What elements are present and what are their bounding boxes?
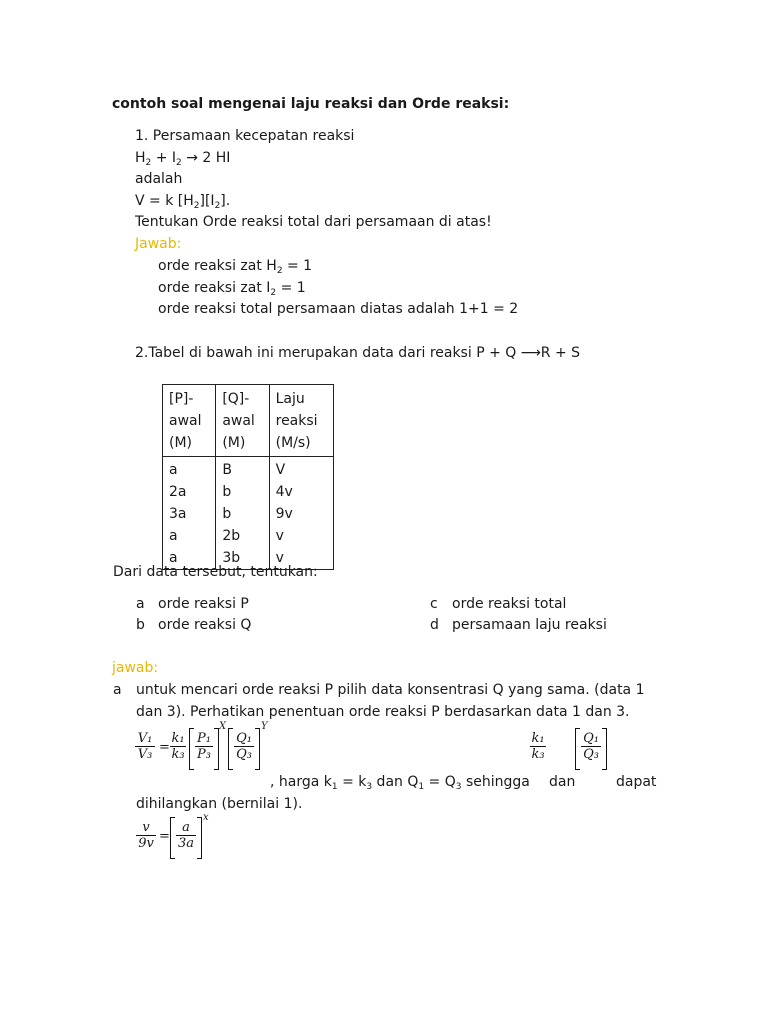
frac-rhs: $\frac{a}{3a}$	[177, 820, 195, 851]
q2-prompt: Dari data tersebut, tentukan:	[113, 564, 318, 580]
bracket-left-p	[189, 728, 194, 770]
q1-reaction: $H_2 + I_2 \to 2$ HI	[135, 150, 231, 168]
option-letter-d: d	[430, 617, 439, 633]
bracket-right-q	[255, 728, 260, 770]
option-text-d: persamaan laju reaksi	[452, 617, 607, 633]
answer-a-line-1: untuk mencari orde reaksi P pilih data konsentrasi Q yang sama. (data 1	[136, 682, 645, 698]
bracket-left-q	[228, 728, 233, 770]
q1-answer-3: orde reaksi total persamaan diatas adalah 1+1 = 2	[158, 301, 519, 317]
frac-q: $\frac{\text{Q₁}}{\text{Q₃}}$	[234, 731, 254, 762]
q1-question: Tentukan Orde reaksi total dari persamaan di atas!	[135, 214, 492, 230]
q1-heading: 1. Persamaan kecepatan reaksi	[135, 128, 355, 144]
answer-a-line-3: , harga $k_1 = k_3$ dan $Q_1 = Q_3$ sehingga	[270, 774, 530, 792]
page-title: contoh soal mengenai laju reaksi dan Orde reaksi:	[112, 96, 510, 112]
frac-q-cancel: $\frac{\text{Q₁}}{\text{Q₃}}$	[581, 731, 601, 762]
q2-jawab-label: jawab:	[112, 660, 159, 676]
table-body	[163, 457, 334, 570]
q1-answer-1: orde reaksi zat $H_2 = 1$	[158, 258, 313, 276]
frac-p: $\frac{\text{P₁}}{\text{P₃}}$	[195, 731, 213, 762]
data-table	[162, 384, 334, 570]
bracket-right-rhs	[197, 817, 202, 859]
exponent-y: Y	[261, 721, 268, 732]
answer-a-dapat: dapat	[616, 774, 657, 790]
option-letter-b: b	[136, 617, 145, 633]
answer-a-line-4: dihilangkan (bernilai 1).	[136, 796, 303, 812]
answer-a-letter: a	[113, 682, 122, 698]
bracket-right-p	[214, 728, 219, 770]
q1-adalah: adalah	[135, 171, 183, 187]
bracket-left-q-cancel	[575, 728, 580, 770]
equals-sign: =	[159, 740, 170, 755]
frac-k: $\frac{\text{k₁}}{\text{k₃}}$	[171, 731, 185, 762]
option-text-c: orde reaksi total	[452, 596, 567, 612]
option-letter-a: a	[136, 596, 145, 612]
col-header-q: [Q]- awal (M)	[216, 385, 269, 457]
option-letter-c: c	[430, 596, 438, 612]
q1-answer-2: orde reaksi zat $I_2 = 1$	[158, 280, 306, 298]
bracket-right-q-cancel	[602, 728, 607, 770]
frac-k-cancel: $\frac{\text{k₁}}{\text{k₃}}$	[531, 731, 545, 762]
col-q-values: B b b 2b 3b	[216, 457, 269, 570]
equals-sign-2: =	[159, 829, 170, 844]
col-header-p: [P]- awal (M)	[163, 385, 216, 457]
col-rate-values: V 4v 9v v v	[269, 457, 333, 570]
q1-jawab-label: Jawab:	[135, 236, 182, 252]
col-p-values: a 2a 3a a a	[169, 462, 187, 566]
bracket-left-rhs	[170, 817, 175, 859]
table-header-row	[163, 385, 334, 457]
q2-heading: 2.Tabel di bawah ini merupakan data dari reaksi P + Q ⟶R + S	[135, 345, 581, 361]
col-header-rate: Laju reaksi (M/s)	[269, 385, 333, 457]
frac-lhs: $\frac{v}{9v}$	[136, 820, 156, 851]
exponent-x: X	[219, 721, 227, 732]
q1-rate-law: V = k $[H_2][I_2]$.	[135, 193, 231, 211]
frac-v: $\frac{\text{V₁}}{\text{V₃}}$	[135, 731, 155, 762]
option-text-a: orde reaksi P	[158, 596, 249, 612]
exponent-x-2: x	[203, 812, 209, 823]
answer-a-dan: dan	[549, 774, 576, 790]
answer-a-line-2: dan 3). Perhatikan penentuan orde reaksi P berdasarkan data 1 dan 3.	[136, 704, 630, 720]
option-text-b: orde reaksi Q	[158, 617, 252, 633]
